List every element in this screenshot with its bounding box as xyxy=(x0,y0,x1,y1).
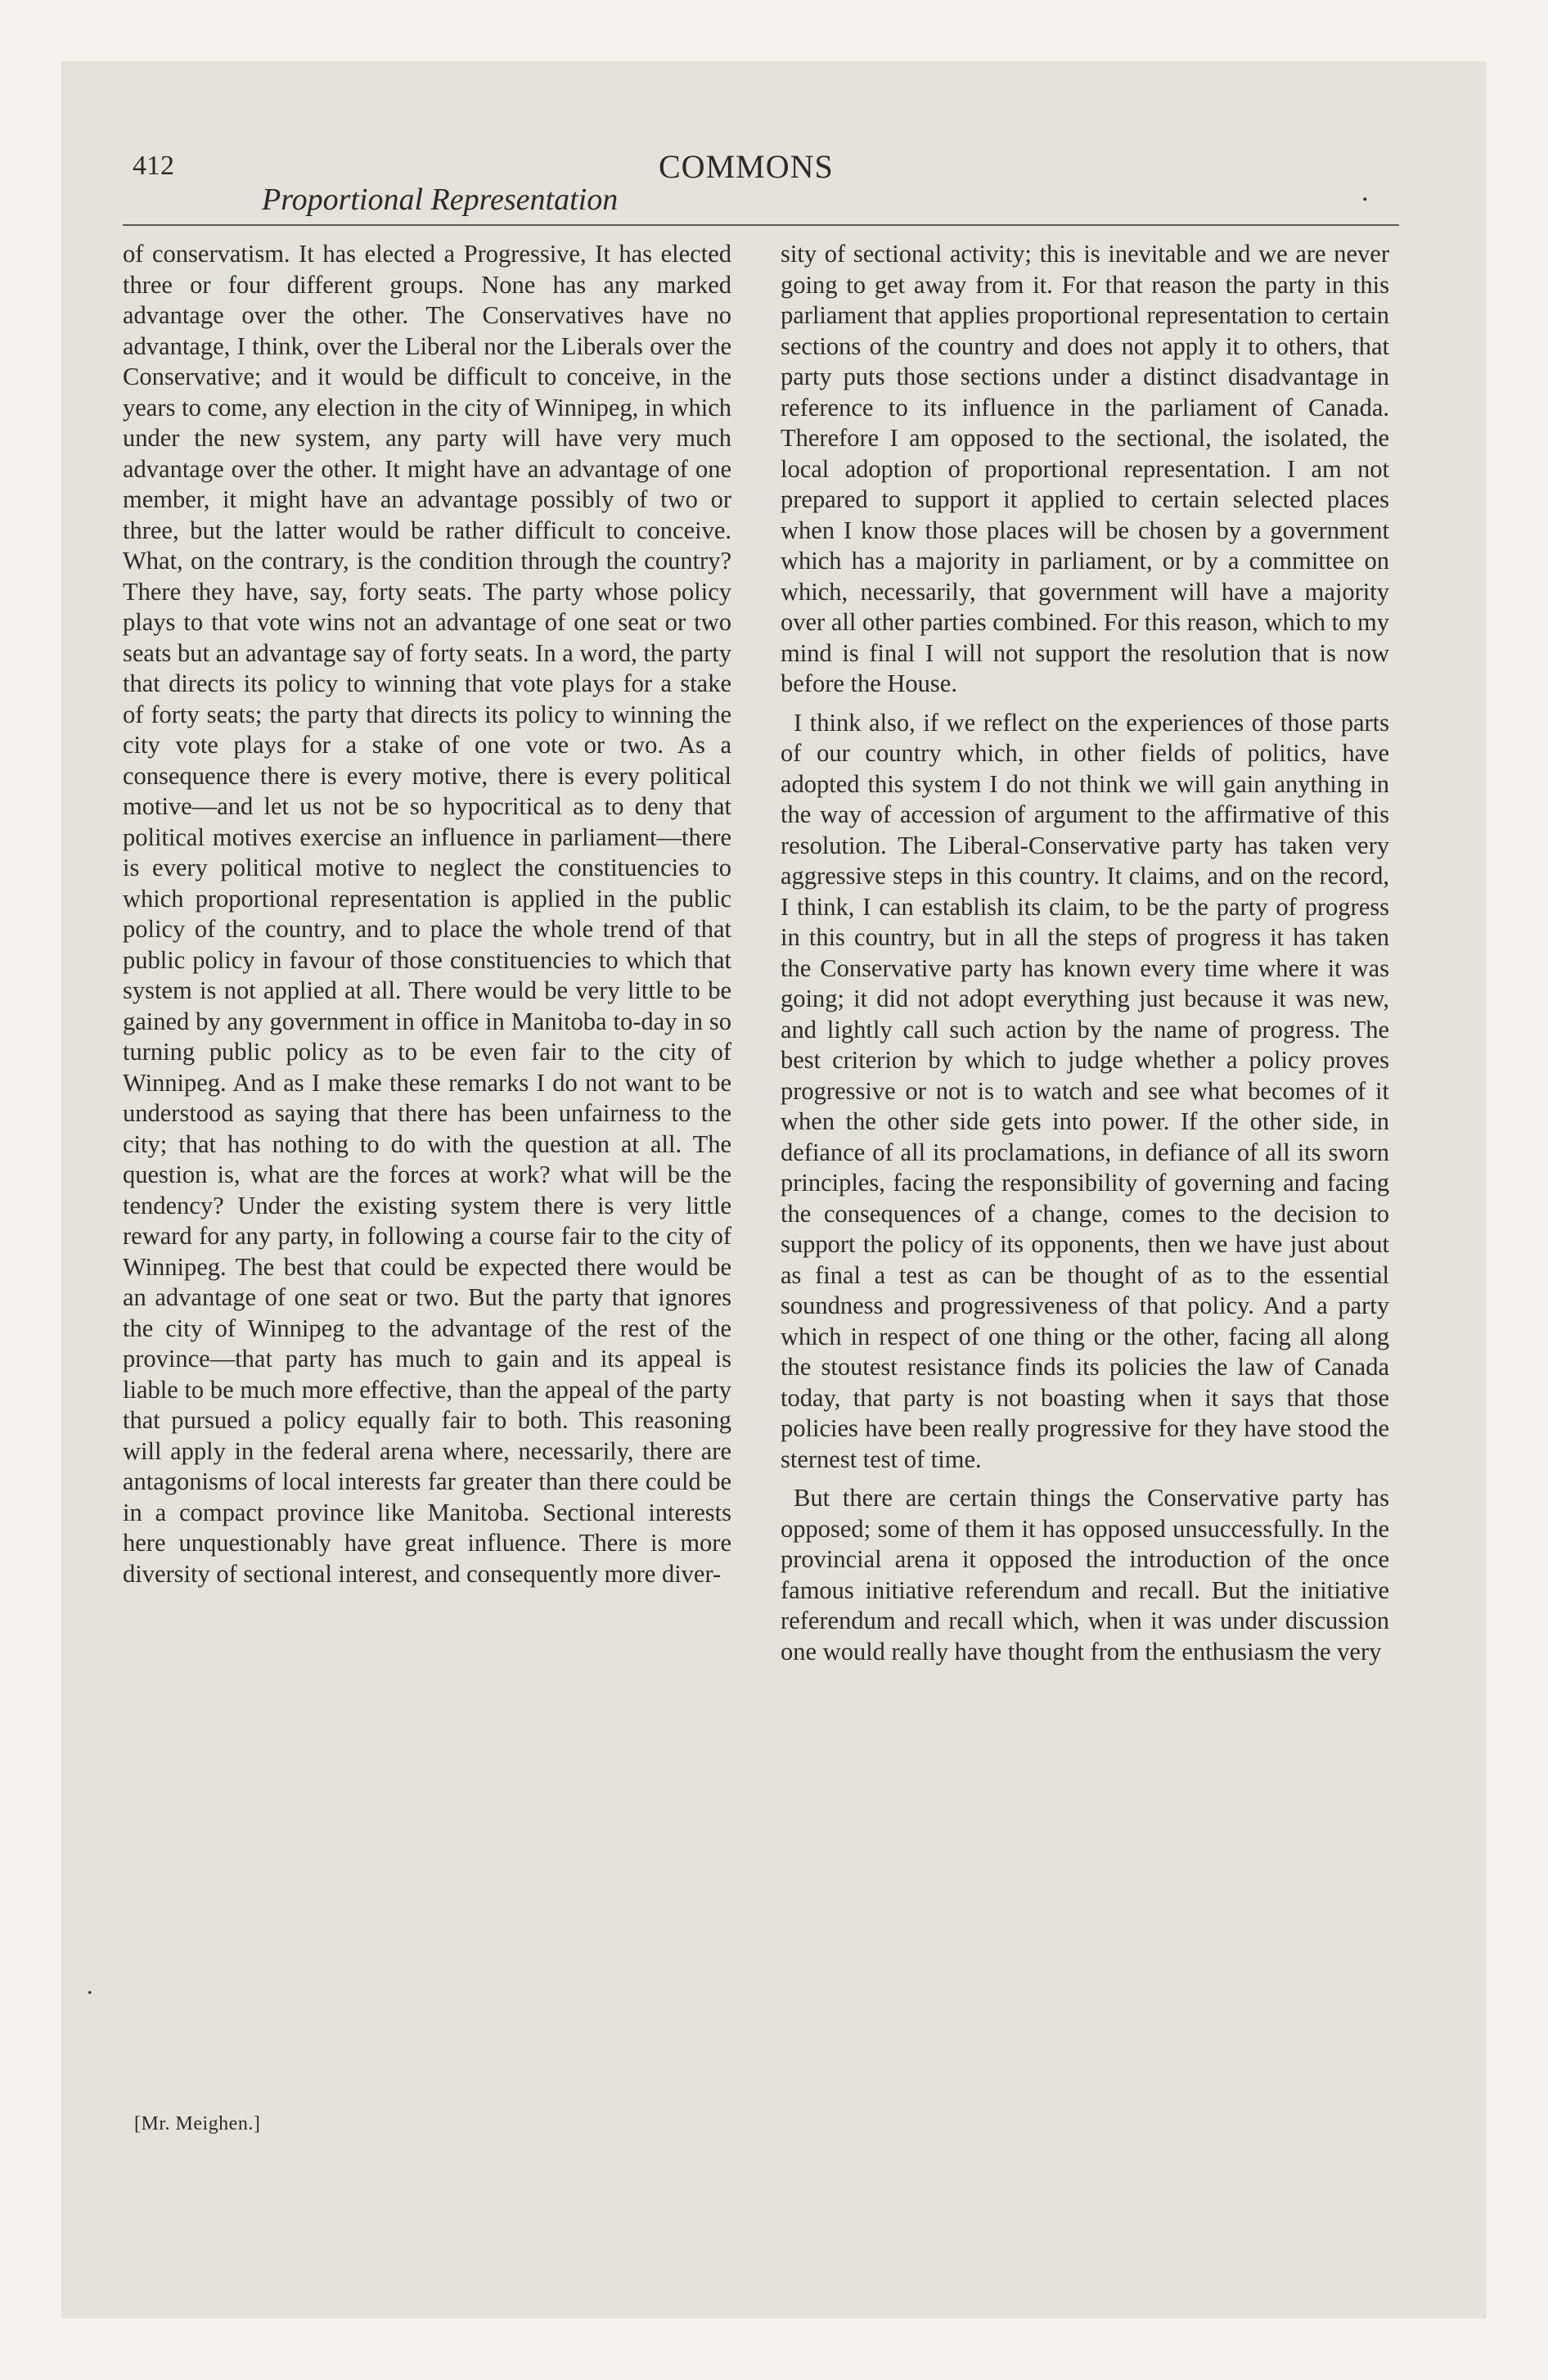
header-dot: . xyxy=(1361,177,1369,207)
speaker-footnote: [Mr. Meighen.] xyxy=(134,2113,261,2134)
section-title: Proportional Representation xyxy=(262,183,619,217)
page-number: 412 xyxy=(133,151,174,181)
paragraph: But there are certain things the Conservative party has opposed; some of them it has opposed unsuccessfully. In the provincial arena it opposed the introduction of the once famous initiative referendum and recall. But the initiative referendum and recall which, when it was under discussion one would really have thought from the enthusiasm the very xyxy=(781,1484,1389,1666)
margin-mark: . xyxy=(87,1972,93,1999)
paragraph: I think also, if we reflect on the experiences of those parts of our country which, in other fields of politics, have adopted this system I do not think we will gain anything in the way of accession of argument to the affirmative of this resolution. The Liberal-Conservative party has taken very aggressive steps in this country. It claims, and on the record, I think, I can establish its claim, to be the party of progress in this country, but in all the steps of progress it has taken the Conservative party has known every time where it was going; it did not adopt everything just because it was new, and lightly call such action by the name of progress. The best criterion by which to judge whether a policy proves progressive or not is to watch and see what becomes of it when the other side gets into power. If the other side, in defiance of all its proclamations, in defiance of all its sworn principles, facing the responsibility of governing and facing the consequences of a change, comes to the decision to support the policy of its opponents, then we have just about as final a test as can be thought of as to the essential soundness and progressiveness of that policy. And a party which in respect of one thing or the other, facing all along the stoutest resistance finds its policies the law of Canada today, that party is not boasting when it says that those policies have been really progressive for they have stood the sternest test of time. xyxy=(781,708,1389,1473)
right-column xyxy=(781,239,1389,1667)
paragraph: of conservatism. It has elected a Progressive, It has elected three or four different groups. None has any marked advantage over the other. The Conservatives have no advantage, I think, over the Liberal nor the Liberals over the Conservative; and it would be difficult to conceive, in the years to come, any election in the city of Winnipeg, in which under the new system, any party will have very much advantage over the other. It might have an advantage of one member, it might have an advantage possibly of two or three, but the latter would be rather difficult to conceive. What, on the contrary, is the condition through the country? There they have, say, forty seats. The party whose policy plays to that vote wins not an advantage of one seat or two seats but an advantage say of forty seats. In a word, the party that directs its policy to winning that vote plays for a stake of forty seats; the party that directs its policy to winning the city vote plays for a stake of one vote or two. As a consequence there is every motive, there is every political motive—and let us not be so hypocritical as to deny that political motives exercise an influence in parliament—there is every political motive to neglect the constituencies to which proportional representation is applied in the public policy of the country, and to place the whole trend of that public policy in favour of those constituencies to which that system is not applied at all. There would be very little to be gained by any government in office in Manitoba to-day in so turning public policy as to be even fair to the city of Winnipeg. And as I make these remarks I do not want to be understood as saying that there has been unfairness to the city; that has nothing to do with the question at all. The question is, what are the forces at work? what will be the tendency? Under the existing system there is very little reward for any party, in following a course fair to the city of Winnipeg. The best that could be expected there would be an advantage of one seat or two. But the party that ignores the city of Winnipeg to the advantage of the rest of the province—that party has much to gain and its appeal is liable to be much more effective, than the appeal of the party that pursued a policy equally fair to both. This reasoning will apply in the federal arena where, necessarily, there are antagonisms of local interests far greater than there could be in a compact province like Manitoba. Sectional interests here unquestionably have great influence. There is more diversity of sectional interest, and consequently more diver- xyxy=(123,240,731,1588)
page-header xyxy=(123,147,1399,221)
running-title: COMMONS xyxy=(659,148,834,185)
paragraph: sity of sectional activity; this is inevitable and we are never going to get away from it. For that reason the party in this parliament that applies proportional representation to certain sections of the country and does not apply it to others, that party puts those sections under a distinct disadvantage in reference to its influence in the parliament of Canada. Therefore I am opposed to the sectional, the isolated, the local adoption of proportional representation. I am not prepared to support it applied to certain selected places when I know those places will be chosen by a government which has a majority in parliament, or by a committee on which, necessarily, that government will have a majority over all other parties combined. For this reason, which to my mind is final I will not support the resolution that is now before the House. xyxy=(781,240,1389,697)
left-column xyxy=(87,239,731,1999)
header-rule xyxy=(123,224,1399,226)
document-page xyxy=(87,147,1399,2292)
